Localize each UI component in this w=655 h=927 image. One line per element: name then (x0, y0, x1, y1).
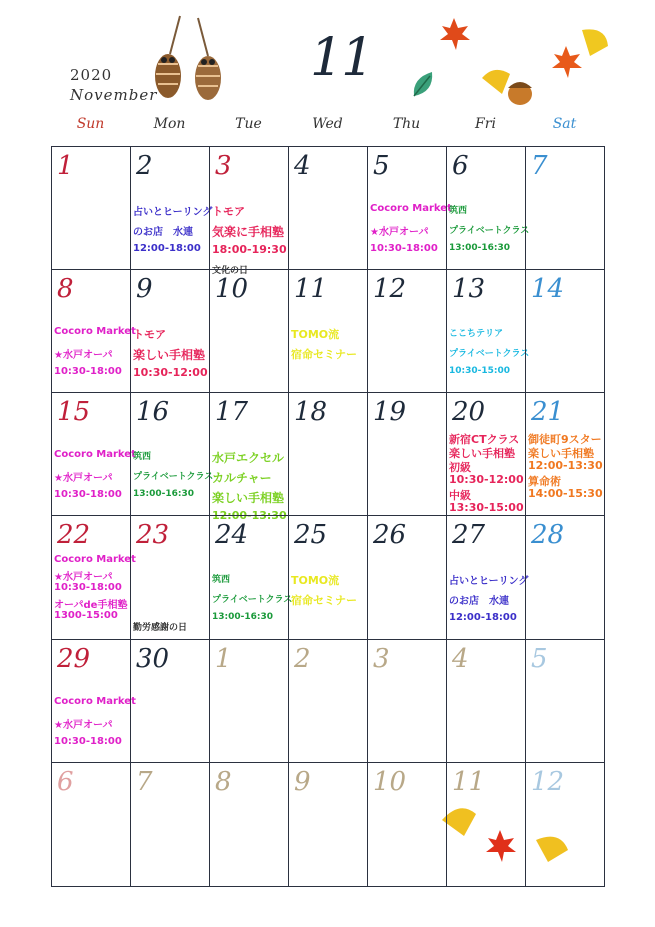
day-number: 7 (531, 151, 548, 181)
day-number: 25 (294, 520, 328, 550)
day-number: 12 (373, 274, 407, 304)
day-cell[interactable] (367, 639, 447, 763)
day-number: 1 (57, 151, 74, 181)
event-line: 御徒町9スター (528, 433, 602, 446)
event-line: 筑西 (449, 206, 468, 216)
month-number: 11 (310, 28, 373, 88)
day-cell[interactable] (130, 269, 210, 393)
weekday-tue: Tue (235, 116, 262, 132)
day-cell[interactable] (525, 515, 605, 640)
day-number: 19 (373, 397, 407, 427)
day-number: 2 (294, 644, 311, 674)
year-label: 2020 (70, 66, 113, 84)
event-line: TOMO流 (291, 574, 340, 587)
day-number: 3 (215, 151, 232, 181)
event-line: ★水戸オーパ (54, 572, 113, 583)
event-line: 13:00-16:30 (212, 612, 274, 622)
day-cell[interactable] (51, 392, 136, 516)
event-line: トモア (133, 328, 166, 341)
event-line: 1300-15:00 (54, 610, 118, 621)
day-cell[interactable] (446, 762, 526, 887)
day-cell[interactable] (446, 269, 530, 393)
day-number: 24 (215, 520, 249, 550)
day-cell[interactable] (288, 515, 368, 640)
day-number: 2 (136, 151, 153, 181)
day-number: 29 (57, 644, 91, 674)
day-cell[interactable] (209, 269, 289, 393)
day-number: 17 (215, 397, 249, 427)
day-cell[interactable] (446, 515, 529, 640)
autumn-leaves-icon (546, 26, 610, 86)
event-line: 10:30-15:00 (449, 366, 511, 376)
event-line: Cocoro Market (370, 203, 452, 214)
event-line: カルチャー (212, 471, 272, 485)
day-cell[interactable] (525, 639, 605, 763)
day-cell[interactable] (288, 392, 368, 516)
day-number: 28 (531, 520, 565, 550)
day-number: 11 (452, 767, 486, 797)
day-cell[interactable] (130, 515, 210, 640)
event-line: Cocoro Market (54, 449, 136, 460)
day-number: 1 (215, 644, 232, 674)
event-line: 筑西 (212, 575, 231, 585)
day-number: 4 (452, 644, 469, 674)
event-line: トモア (212, 205, 245, 218)
event-line: プライベートクラス (133, 472, 214, 482)
event-line: 楽しい手相塾 (528, 447, 594, 460)
day-cell[interactable] (288, 146, 368, 270)
day-cell[interactable] (209, 392, 289, 522)
day-cell[interactable] (209, 146, 289, 276)
day-cell[interactable] (288, 762, 368, 887)
event-line: 楽しい手相塾 (449, 447, 515, 460)
event-line: 気楽に手相塾 (212, 225, 285, 239)
day-cell[interactable] (288, 269, 368, 393)
day-number: 27 (452, 520, 486, 550)
weekday-sun: Sun (76, 116, 105, 132)
maple-leaf-icon (436, 16, 472, 52)
event-line: 水戸エクセル (212, 451, 285, 465)
day-cell[interactable] (446, 639, 526, 763)
day-number: 9 (136, 274, 153, 304)
day-cell[interactable] (525, 392, 605, 516)
day-cell[interactable] (525, 146, 605, 270)
day-number: 9 (294, 767, 311, 797)
event-line: ★水戸オーパ (370, 227, 429, 238)
event-line: 勤労感謝の日 (133, 623, 188, 633)
day-number: 20 (452, 397, 486, 427)
event-line: 算命術 (528, 475, 561, 488)
day-number: 15 (57, 397, 91, 427)
event-line: 宿命セミナー (291, 348, 357, 361)
event-line: プライベートクラス (449, 349, 530, 359)
calendar-grid (51, 146, 604, 886)
weekday-wed: Wed (312, 116, 343, 132)
event-line: オーパde手相塾 (54, 600, 128, 611)
day-cell[interactable] (130, 392, 214, 516)
day-number: 14 (531, 274, 565, 304)
green-leaf-icon (410, 70, 436, 100)
day-number: 23 (136, 520, 170, 550)
day-number: 21 (531, 397, 565, 427)
day-number: 6 (57, 767, 74, 797)
event-line: 13:00-16:30 (133, 489, 195, 499)
day-number: 10 (373, 767, 407, 797)
event-line: のお店 水連 (449, 596, 509, 607)
event-line: 14:00-15:30 (528, 487, 603, 500)
event-line: ★水戸オーパ (54, 473, 113, 484)
day-number: 5 (373, 151, 390, 181)
day-number: 8 (57, 274, 74, 304)
event-line: 10:30-18:00 (54, 366, 122, 377)
event-line: 占いとヒーリング (133, 207, 213, 218)
day-cell[interactable] (367, 146, 452, 270)
day-number: 3 (373, 644, 390, 674)
day-cell[interactable] (209, 639, 289, 763)
day-cell[interactable] (288, 639, 368, 763)
day-number: 26 (373, 520, 407, 550)
event-line: 楽しい手相塾 (133, 348, 206, 362)
event-line: ★水戸オーパ (54, 350, 113, 361)
event-line: Cocoro Market (54, 696, 136, 707)
day-cell[interactable] (367, 762, 447, 887)
event-line: TOMO流 (291, 328, 340, 341)
event-line: 13:00-16:30 (449, 243, 511, 253)
day-number: 18 (294, 397, 328, 427)
event-line: 10:30-18:00 (54, 582, 122, 593)
day-cell[interactable] (367, 515, 447, 640)
day-cell[interactable] (209, 762, 289, 887)
day-number: 22 (57, 520, 91, 550)
month-name-label: November (70, 86, 158, 104)
event-line: 中級 (449, 489, 471, 502)
event-line: 初級 (449, 461, 471, 474)
day-cell[interactable] (446, 146, 530, 270)
event-line: 宿命セミナー (291, 594, 357, 607)
day-number: 11 (294, 274, 328, 304)
day-cell[interactable] (130, 146, 213, 270)
day-number: 12 (531, 767, 565, 797)
event-line: ★水戸オーパ (54, 720, 113, 731)
event-line: プライベートクラス (212, 595, 293, 605)
event-line: プライベートクラス (449, 226, 530, 236)
day-cell[interactable] (51, 269, 136, 393)
day-cell[interactable] (525, 762, 605, 887)
day-number: 6 (452, 151, 469, 181)
event-line: 12:00-18:00 (133, 243, 201, 254)
event-line: 10:30-18:00 (54, 489, 122, 500)
day-cell[interactable] (130, 762, 210, 887)
event-line: 13:30-15:00 (449, 501, 524, 514)
day-cell[interactable] (367, 392, 447, 516)
event-line: ここちテリア (449, 329, 504, 339)
event-line: 12:00-13:30 (528, 459, 603, 472)
day-cell[interactable] (130, 639, 210, 763)
day-cell[interactable] (51, 515, 136, 640)
day-cell[interactable] (525, 269, 605, 393)
event-line: 占いとヒーリング (449, 576, 529, 587)
day-number: 4 (294, 151, 311, 181)
weekday-mon: Mon (153, 116, 186, 132)
weekday-thu: Thu (392, 116, 421, 132)
day-number: 10 (215, 274, 249, 304)
day-number: 5 (531, 644, 548, 674)
event-line: のお店 水連 (133, 227, 193, 238)
day-cell[interactable] (51, 146, 131, 270)
event-line: 新宿CTクラス (449, 433, 520, 446)
weekday-sat: Sat (552, 116, 577, 132)
event-line: 10:30-18:00 (54, 736, 122, 747)
day-number: 30 (136, 644, 170, 674)
day-number: 16 (136, 397, 170, 427)
event-line: Cocoro Market (54, 326, 136, 337)
pinecone-decoration-icon (150, 14, 230, 104)
day-number: 8 (215, 767, 232, 797)
day-cell[interactable] (51, 762, 131, 887)
day-cell[interactable] (367, 269, 447, 393)
event-line: 10:30-12:00 (133, 366, 208, 379)
acorn-ginkgo-icon (480, 64, 540, 108)
event-line: 楽しい手相塾 (212, 491, 285, 505)
event-line: 文化の日 (212, 266, 249, 276)
day-cell[interactable] (446, 392, 526, 516)
weekday-fri: Fri (475, 116, 496, 132)
day-number: 7 (136, 767, 153, 797)
day-cell[interactable] (209, 515, 293, 640)
event-line: 18:00-19:30 (212, 243, 287, 256)
event-line: 10:30-18:00 (370, 243, 438, 254)
event-line: 10:30-12:00 (449, 473, 524, 486)
day-number: 13 (452, 274, 486, 304)
event-line: 12:00-13:30 (212, 509, 287, 522)
event-line: Cocoro Market (54, 554, 136, 565)
day-cell[interactable] (51, 639, 136, 763)
event-line: 12:00-18:00 (449, 612, 517, 623)
event-line: 筑西 (133, 452, 152, 462)
